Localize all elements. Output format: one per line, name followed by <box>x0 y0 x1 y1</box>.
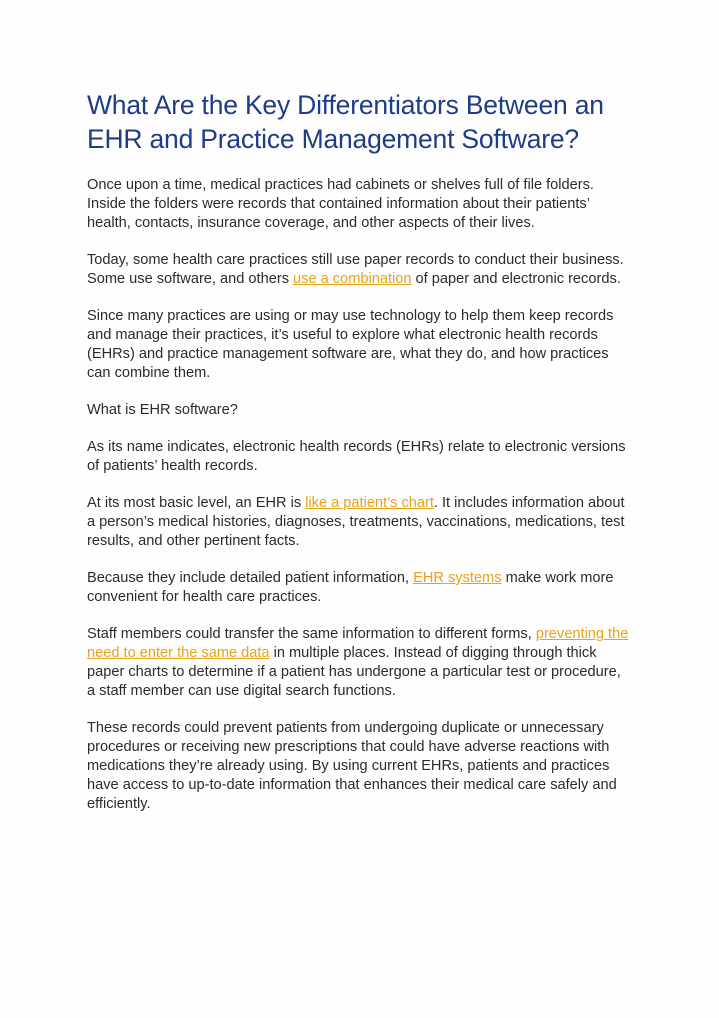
paragraph-intro: Once upon a time, medical practices had cabinets or shelves full of file folders. Inside the folders were records that contained information about their patients’ health, contacts, insurance coverage, and other aspects of their lives. <box>87 177 594 231</box>
paragraph-detailed-info <box>87 569 632 607</box>
paragraph-text: make work more convenient for health care practices. <box>87 570 614 605</box>
paragraph-technology: Since many practices are using or may use technology to help them keep records and manage their practices, it’s useful to explore what electronic health records (EHRs) and practice management software are, what they do, and how practices can combine them. <box>87 308 614 381</box>
link-preventing-duplicate-entry[interactable]: preventing the need to enter the same data <box>87 626 629 661</box>
link-use-a-combination[interactable]: use a combination <box>293 271 412 287</box>
paragraph-prevent-duplicates: These records could prevent patients from undergoing duplicate or unnecessary procedures or receiving new prescriptions that could have adverse reactions with medications they’re already using. By using current EHRs, patients and practices have access to up-to-date information that enhances their medical care safely and efficiently. <box>87 720 617 812</box>
paragraph-today <box>87 251 632 289</box>
paragraph-ehr-definition: As its name indicates, electronic health records (EHRs) relate to electronic versions of patients’ health records. <box>87 439 626 474</box>
page-title: What Are the Key Differentiators Between an EHR and Practice Management Software? <box>87 90 604 154</box>
paragraph-text: At its most basic level, an EHR is <box>87 495 306 511</box>
article-body <box>87 88 632 832</box>
paragraph-staff-members <box>87 625 632 701</box>
paragraph-text: . It includes information about a person’s medical histories, diagnoses, treatments, vaccinations, medications, test results, and other pertinent facts. <box>87 495 625 549</box>
paragraph-text: Today, some health care practices still use paper records to conduct their business. Some use software, and others <box>87 252 624 287</box>
paragraph-text: in multiple places. Instead of digging through thick paper charts to determine if a patient has undergone a particular test or procedure, a staff member can use digital search functions. <box>87 645 621 699</box>
paragraph-text: of paper and electronic records. <box>411 271 621 287</box>
link-like-a-patients-chart[interactable]: like a patient’s chart <box>305 495 434 511</box>
paragraph-basic-level <box>87 494 632 551</box>
link-ehr-systems[interactable]: EHR systems <box>413 570 502 586</box>
paragraph-text: Staff members could transfer the same information to different forms, <box>87 626 536 642</box>
paragraph-text: Because they include detailed patient information, <box>87 570 414 586</box>
subheading-what-is-ehr: What is EHR software? <box>87 402 238 418</box>
